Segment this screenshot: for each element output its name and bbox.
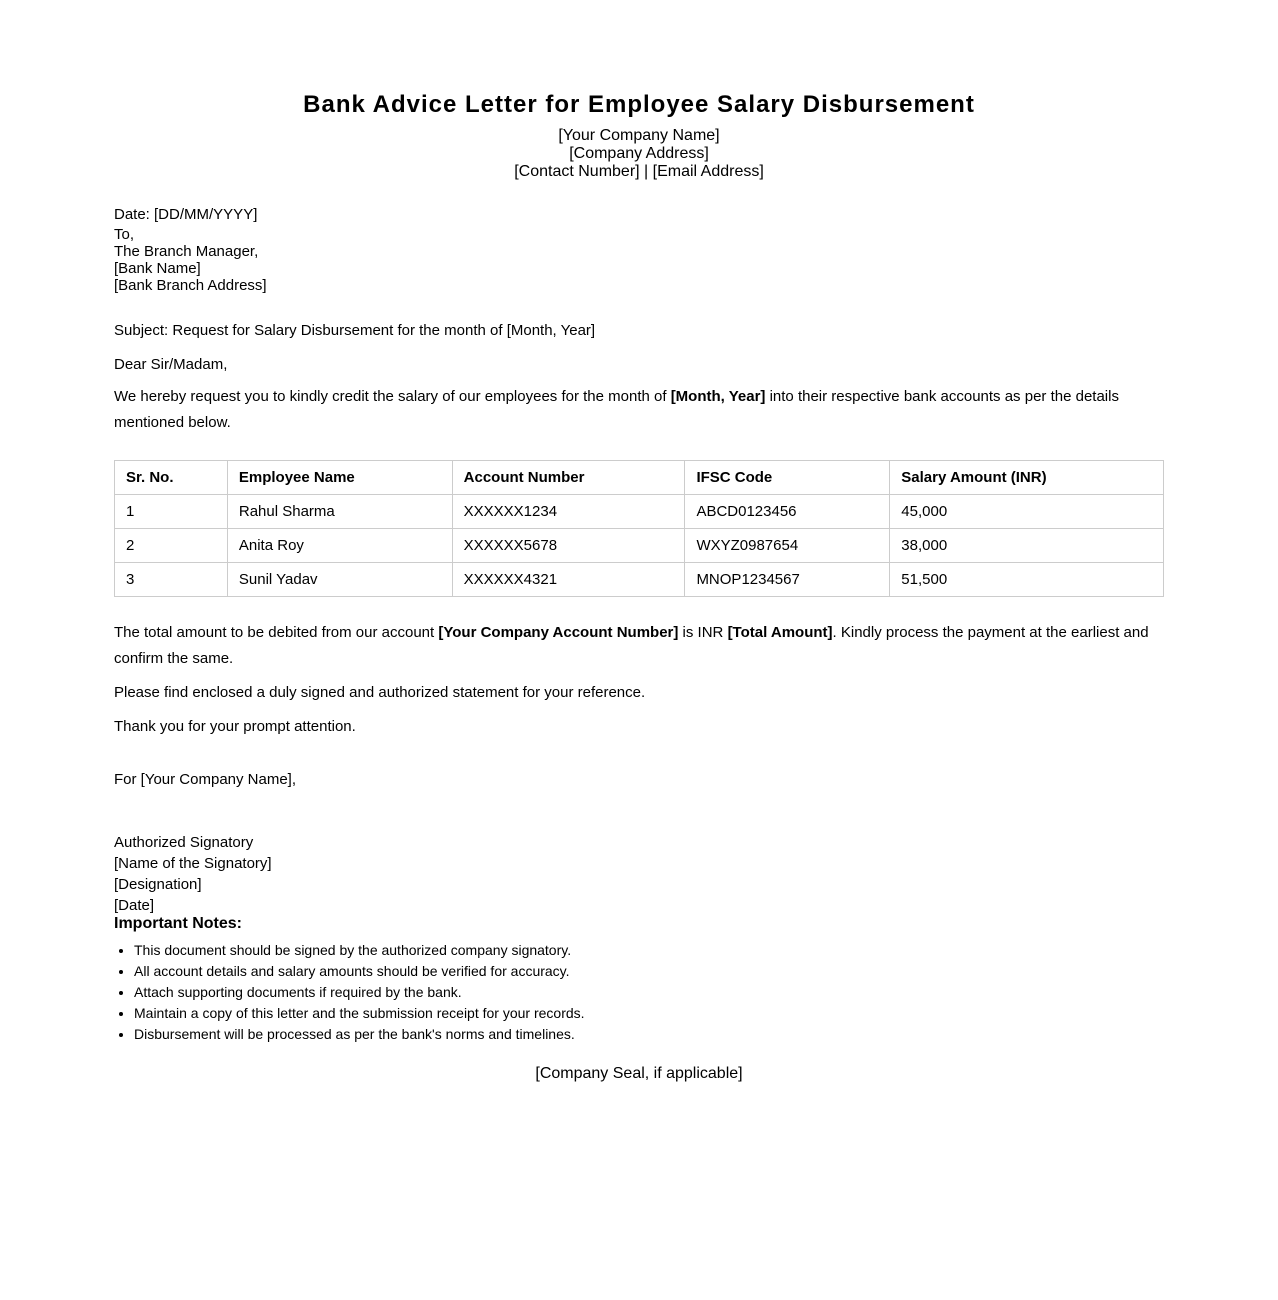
cell-employee-name: Anita Roy — [227, 529, 452, 563]
cell-ifsc-code: WXYZ0987654 — [685, 529, 890, 563]
column-header-employee-name: Employee Name — [227, 461, 452, 495]
company-name: [Your Company Name] — [558, 127, 720, 144]
cell-employee-name: Rahul Sharma — [227, 495, 452, 529]
cell-account-number: XXXXXX5678 — [452, 529, 685, 563]
signatory-name: [Name of the Signatory] — [114, 855, 272, 872]
cell-account-number: XXXXXX1234 — [452, 495, 685, 529]
company-contact: [Contact Number] | [Email Address] — [514, 163, 764, 180]
company-header — [0, 127, 1278, 181]
table-row — [115, 529, 1164, 563]
bank-address: [Bank Branch Address] — [114, 277, 267, 294]
table-header-row — [115, 461, 1164, 495]
total-text-2: is INR — [678, 624, 728, 641]
cell-salary-amount: 38,000 — [890, 529, 1164, 563]
signatory-block — [114, 832, 272, 916]
enclosure-note: Please find enclosed a duly signed and authorized statement for your reference. — [114, 684, 646, 701]
total-text-3: . Kindly process the payment at the earliest and confirm the same. — [114, 624, 1149, 667]
cell-sr-no: 2 — [115, 529, 228, 563]
company-address: [Company Address] — [569, 145, 709, 162]
thanks-line: Thank you for your prompt attention. — [114, 718, 356, 735]
addressee-block — [114, 206, 267, 294]
intro-text-start: We hereby request you to kindly credit the salary of our employees for the month of — [114, 388, 671, 405]
page-title: Bank Advice Letter for Employee Salary Disbursement — [303, 91, 975, 118]
cell-employee-name: Sunil Yadav — [227, 563, 452, 597]
cell-salary-amount: 51,500 — [890, 563, 1164, 597]
bank-name: [Bank Name] — [114, 260, 201, 277]
company-seal-placeholder: [Company Seal, if applicable] — [535, 1065, 743, 1082]
column-header-salary-amount: Salary Amount (INR) — [890, 461, 1164, 495]
total-text-1: The total amount to be debited from our account — [114, 624, 439, 641]
list-item: • Attach supporting documents if required by the bank. — [134, 982, 585, 1003]
table-row — [115, 563, 1164, 597]
intro-month-year: [Month, Year] — [670, 388, 766, 405]
recipient-title: The Branch Manager, — [114, 243, 259, 260]
table-row — [115, 495, 1164, 529]
signatory-title: Authorized Signatory — [114, 834, 254, 851]
cell-account-number: XXXXXX4321 — [452, 563, 685, 597]
list-item: • This document should be signed by the authorized company signatory. — [134, 940, 585, 961]
for-company-line: For [Your Company Name], — [114, 771, 297, 788]
company-account-number: [Your Company Account Number] — [438, 624, 679, 641]
list-item: • Disbursement will be processed as per the bank's norms and timelines. — [134, 1024, 585, 1045]
salary-table — [114, 460, 1164, 597]
notes-list — [134, 940, 585, 1045]
letter-date: Date: [DD/MM/YYYY] — [114, 206, 258, 223]
total-paragraph — [114, 620, 1164, 672]
cell-sr-no: 1 — [115, 495, 228, 529]
cell-ifsc-code: ABCD0123456 — [685, 495, 890, 529]
cell-ifsc-code: MNOP1234567 — [685, 563, 890, 597]
column-header-account-number: Account Number — [452, 461, 685, 495]
column-header-sr-no: Sr. No. — [115, 461, 228, 495]
cell-salary-amount: 45,000 — [890, 495, 1164, 529]
column-header-ifsc-code: IFSC Code — [685, 461, 890, 495]
signatory-date: [Date] — [114, 897, 155, 914]
signatory-designation: [Designation] — [114, 876, 202, 893]
list-item: • All account details and salary amounts should be verified for accuracy. — [134, 961, 585, 982]
intro-paragraph — [114, 384, 1164, 436]
to-line: To, — [114, 226, 135, 243]
cell-sr-no: 3 — [115, 563, 228, 597]
total-amount: [Total Amount] — [727, 624, 833, 641]
intro-text-end: into their respective bank accounts as per the details mentioned below. — [114, 388, 1119, 431]
notes-heading: Important Notes: — [114, 915, 242, 932]
subject-line: Subject: Request for Salary Disbursement for the month of [Month, Year] — [114, 322, 596, 339]
salutation: Dear Sir/Madam, — [114, 356, 228, 373]
list-item: • Maintain a copy of this letter and the submission receipt for your records. — [134, 1003, 585, 1024]
